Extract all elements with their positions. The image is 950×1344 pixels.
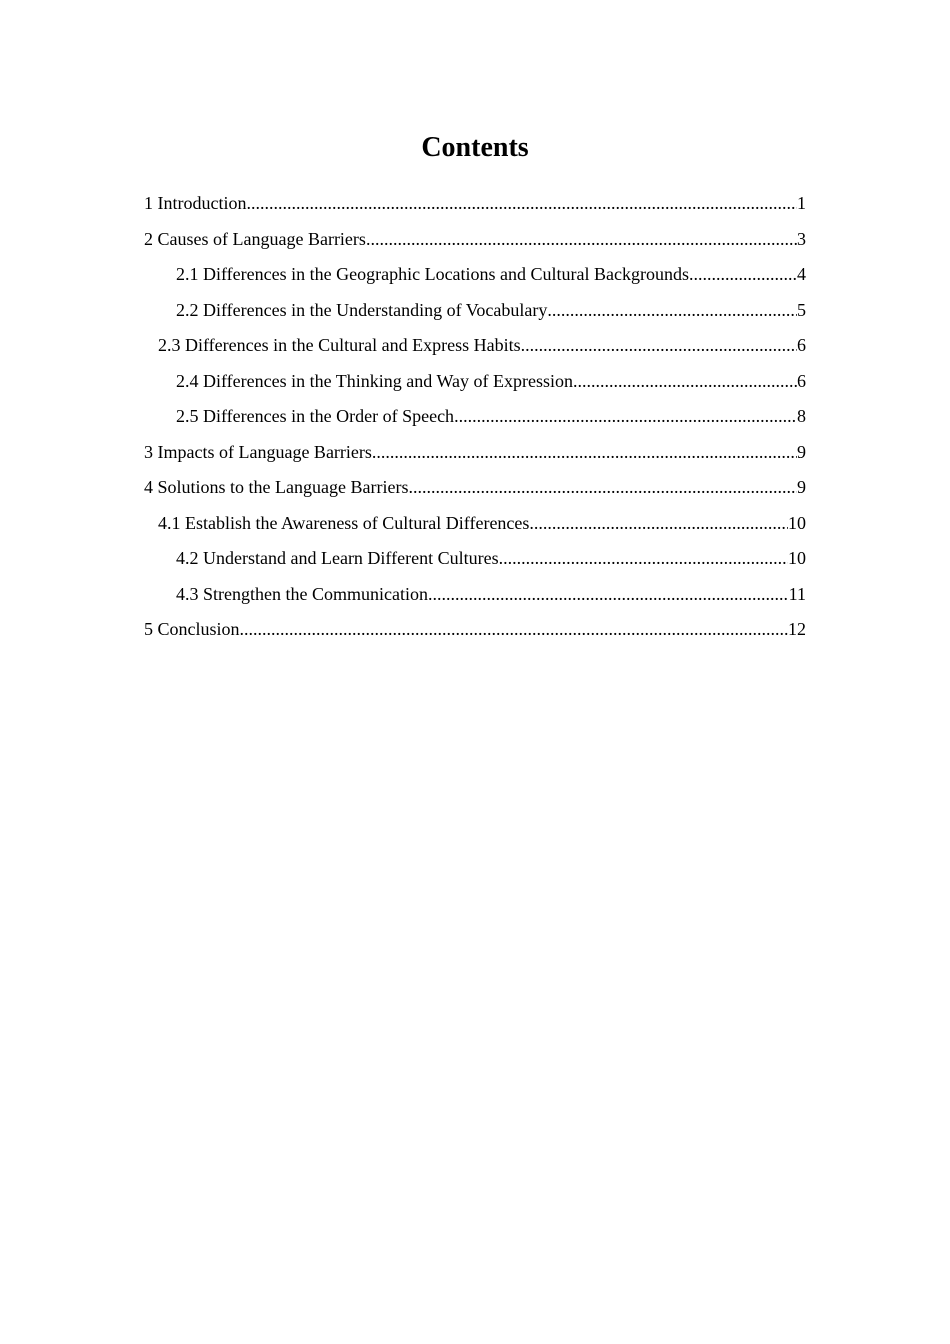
toc-entry-2-5[interactable] xyxy=(144,399,806,435)
toc-page-number: 10 xyxy=(788,512,806,533)
toc-entry-4-1[interactable] xyxy=(144,506,806,542)
toc-page-number: 12 xyxy=(788,619,806,639)
toc-entry-2-3[interactable] xyxy=(144,328,806,364)
dot-leader xyxy=(372,435,797,471)
dot-leader xyxy=(408,470,797,506)
toc-page-number: 6 xyxy=(797,370,806,391)
toc-entry-2-2[interactable] xyxy=(144,293,806,329)
toc-page-number: 6 xyxy=(797,335,806,355)
dot-leader xyxy=(246,186,797,222)
toc-entry-label: 4.1 Establish the Awareness of Cultural Differences xyxy=(158,512,530,533)
toc-entry-conclusion[interactable] xyxy=(144,612,806,648)
dot-leader xyxy=(521,328,797,364)
toc-entry-label: 2.4 Differences in the Thinking and Way of Expression xyxy=(176,370,573,391)
toc-entry-4-3[interactable] xyxy=(144,577,806,613)
toc-entry-label: 4.2 Understand and Learn Different Cultures xyxy=(176,548,499,568)
toc-entry-label: 2 Causes of Language Barriers xyxy=(144,228,366,249)
dot-leader xyxy=(428,577,789,613)
toc-entry-causes[interactable] xyxy=(144,222,806,258)
toc-entry-impacts[interactable] xyxy=(144,435,806,471)
toc-page-number: 8 xyxy=(797,406,806,426)
toc-entry-label: 4.3 Strengthen the Communication xyxy=(176,583,428,604)
toc-page-number: 4 xyxy=(797,264,806,284)
table-of-contents xyxy=(144,186,806,648)
dot-leader xyxy=(366,222,797,258)
dot-leader xyxy=(454,399,797,435)
toc-page-number: 1 xyxy=(797,193,806,213)
toc-entry-label: 2.5 Differences in the Order of Speech xyxy=(176,406,455,426)
toc-entry-2-1[interactable] xyxy=(144,257,806,293)
toc-entry-2-4[interactable] xyxy=(144,364,806,400)
toc-entry-label: 3 Impacts of Language Barriers xyxy=(144,441,372,462)
dot-leader xyxy=(573,364,797,400)
toc-page-number: 10 xyxy=(788,548,806,568)
toc-page-number: 3 xyxy=(797,228,806,249)
toc-entry-label: 2.1 Differences in the Geographic Locations and Cultural Backgrounds xyxy=(176,264,690,284)
dot-leader xyxy=(529,506,788,542)
dot-leader xyxy=(240,612,788,648)
dot-leader xyxy=(499,541,788,577)
toc-entry-solutions[interactable] xyxy=(144,470,806,506)
toc-entry-label: 5 Conclusion xyxy=(144,619,240,639)
toc-entry-label: 2.3 Differences in the Cultural and Express Habits xyxy=(158,335,521,355)
toc-entry-label: 1 Introduction xyxy=(144,193,247,213)
page-title: Contents xyxy=(421,132,529,163)
toc-entry-4-2[interactable] xyxy=(144,541,806,577)
toc-page-number: 11 xyxy=(788,583,806,604)
dot-leader xyxy=(689,257,797,293)
toc-page-number: 9 xyxy=(797,441,806,462)
toc-page-number: 9 xyxy=(797,477,806,497)
toc-entry-label: 2.2 Differences in the Understanding of Vocabulary xyxy=(176,299,548,320)
toc-page-number: 5 xyxy=(797,299,806,320)
toc-entry-introduction[interactable] xyxy=(144,186,806,222)
dot-leader xyxy=(547,293,797,329)
toc-entry-label: 4 Solutions to the Language Barriers xyxy=(144,477,409,497)
